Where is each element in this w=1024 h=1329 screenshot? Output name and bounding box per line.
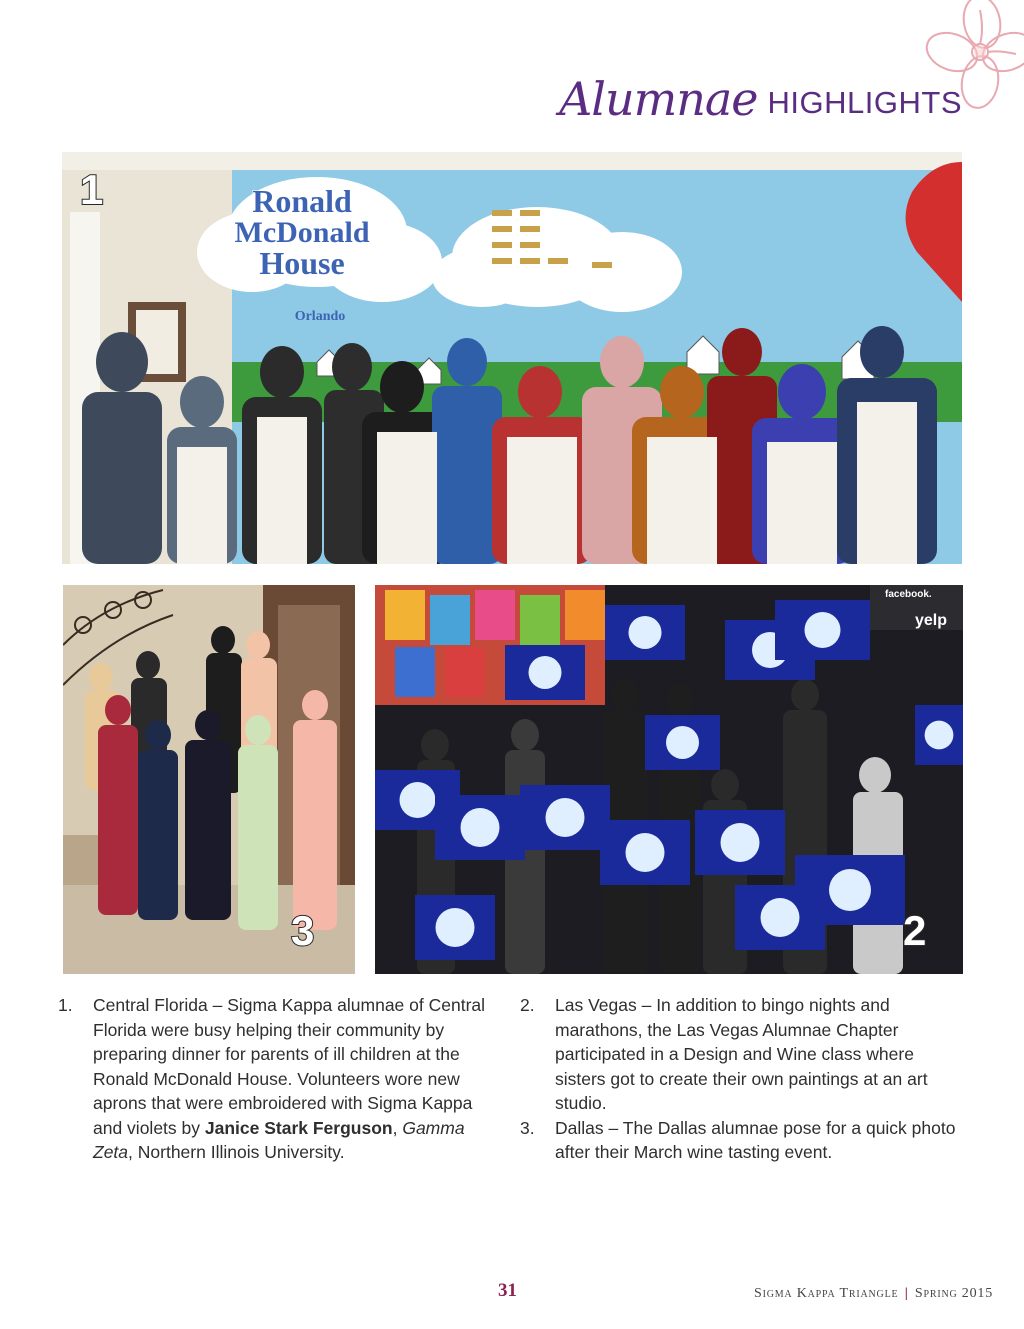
caption-1-comma: ,	[392, 1117, 403, 1138]
caption-2-text: Las Vegas – In addition to bingo nights and marathons, the Las Vegas Alumnae Chapter participated in a Design and Wine class where sisters got to create their own paintings at an art studio.	[555, 995, 928, 1113]
moon-painting-moon	[546, 798, 585, 837]
caption-2-number: 2.	[520, 995, 535, 1015]
footer-issue: Spring 2015	[914, 1286, 993, 1301]
page-header	[559, 52, 962, 126]
photo2-illustration	[375, 585, 963, 974]
moon-painting-moon	[436, 908, 475, 947]
photo1-illustration	[62, 152, 962, 564]
moon-painting-moon	[925, 721, 954, 750]
photo-las-vegas-paint-class	[375, 585, 963, 974]
header-caps-word: HIGHLIGHTS	[767, 85, 962, 120]
caption-1-bold-name: Janice Stark Ferguson	[204, 1117, 393, 1138]
caption-1-chapter: Gamma Zeta	[93, 1117, 465, 1162]
caption-1-tail: , Northern Illinois University.	[128, 1142, 345, 1162]
moon-painting-moon	[805, 612, 841, 648]
caption-1-number: 1.	[58, 995, 73, 1015]
photo1-number: 1	[80, 166, 104, 213]
moon-painting-moon	[461, 808, 500, 847]
photo1-sign-line3: House	[259, 245, 345, 281]
caption-item-2	[520, 993, 960, 1116]
photo1-sign-line1: Ronald	[252, 183, 352, 219]
moon-painting-moon	[400, 782, 436, 818]
page-number: 31	[498, 1280, 517, 1301]
moon-painting-moon	[629, 616, 662, 649]
caption-1-text	[93, 993, 498, 1165]
caption-1-body: Central Florida – Sigma Kappa alumnae of Central Florida were busy helping their community by preparing dinner for parents of ill children at the Ronald McDonald House. Volunteers wore new aprons that were embroidered with Sigma Kappa and violets by	[93, 995, 486, 1138]
photo3-number: 3	[291, 907, 315, 954]
caption-3-text: Dallas – The Dallas alumnae pose for a quick photo after their March wine tasting event.	[555, 1117, 956, 1162]
moon-painting-moon	[529, 656, 562, 689]
footer-separator: |	[904, 1286, 909, 1301]
moon-painting-moon	[666, 726, 699, 759]
captions-left-column	[58, 993, 498, 1165]
moon-painting-moon	[829, 869, 871, 911]
caption-item-1	[58, 993, 498, 1165]
captions-right-column	[520, 993, 960, 1165]
header-script-word: Alumnae	[559, 72, 758, 126]
caption-3-number: 3.	[520, 1117, 535, 1138]
photo1-sign-line2: McDonald	[234, 216, 370, 249]
moon-painting-moon	[626, 833, 665, 872]
moon-painting-moon	[761, 898, 800, 937]
photo2-yelp-sign: yelp	[915, 612, 948, 629]
caption-item-3	[520, 1116, 960, 1165]
photo2-facebook-sign: facebook.	[885, 589, 932, 600]
photo-ronald-mcdonald-house	[62, 152, 962, 564]
moon-painting-moon	[721, 823, 760, 862]
footer-publication-name: Sigma Kappa Triangle	[754, 1286, 899, 1301]
footer-publication	[754, 1286, 993, 1302]
photo1-sign-city: Orlando	[294, 309, 346, 324]
photo2-number: 2	[903, 907, 927, 954]
photo-dallas-group	[63, 585, 355, 974]
